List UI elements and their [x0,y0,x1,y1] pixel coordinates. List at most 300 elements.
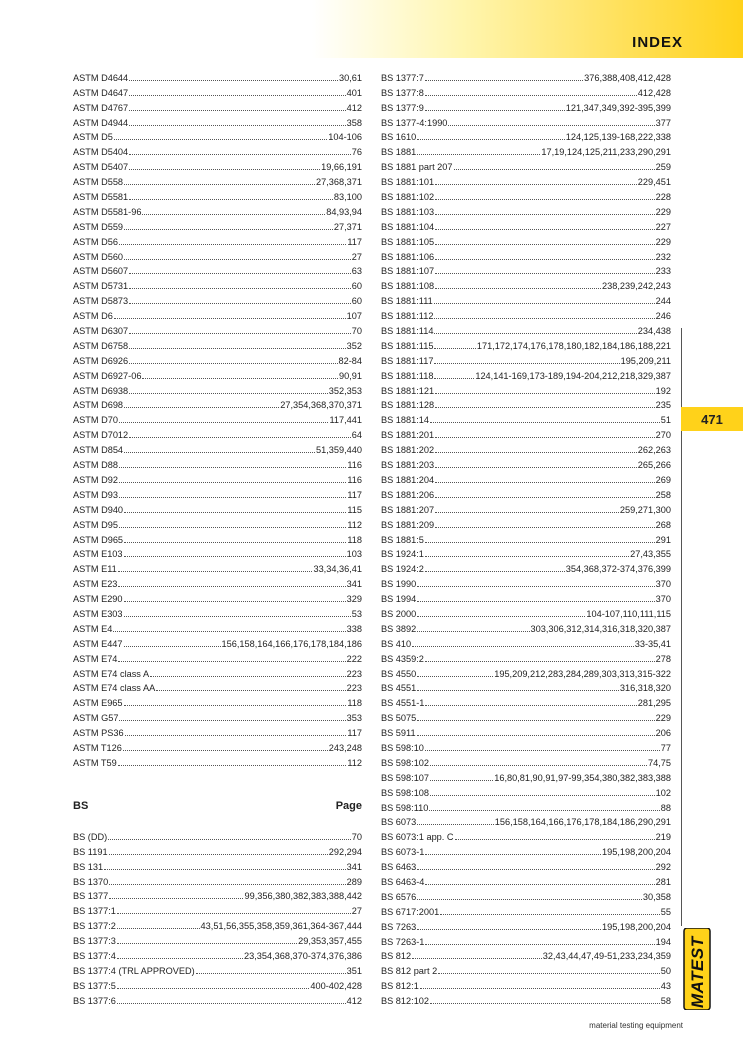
index-entry [381,650,671,665]
entry-label: BS 1377 [73,891,109,902]
entry-pages: 329 [346,594,362,605]
entry-pages: 195,209,212,283,284,289,303,313,315-322 [494,668,671,679]
index-entry [381,248,671,263]
index-entry [73,322,362,337]
entry-label: ASTM E23 [73,579,118,590]
dot-leader [417,586,654,587]
entry-pages: 116 [347,460,362,471]
entry-label: ASTM D940 [73,504,124,515]
index-entry [381,546,671,561]
entry-pages: 268 [655,519,671,530]
index-entry [381,337,671,352]
dot-leader [142,378,338,379]
entry-pages: 118 [347,534,362,545]
index-entry [381,680,671,695]
dot-leader [435,512,619,513]
dot-leader [124,556,346,557]
dot-leader [454,169,655,170]
index-entry [381,754,671,769]
dot-leader [425,571,565,572]
entry-label: ASTM D5 [73,132,113,143]
entry-label: BS 1881:104 [381,221,435,232]
entry-label: ASTM E103 [73,549,123,560]
entry-pages: 195,198,200,204 [602,921,671,932]
dot-leader [435,452,637,453]
index-entry [73,888,362,903]
entry-label: ASTM D95 [73,519,118,530]
entry-label: BS 3892 [381,623,417,634]
entry-pages: 117 [347,489,362,500]
entry-label: BS 1610 [381,132,417,143]
index-entry [73,292,362,307]
index-entry [73,203,362,218]
index-entry [381,114,671,129]
entry-pages: 246 [655,311,671,322]
entry-pages: 269 [655,474,671,485]
dot-leader [142,214,325,215]
header-band [0,0,743,58]
entry-label: BS 1377:5 [73,980,116,991]
entry-label: ASTM D70 [73,415,118,426]
entry-label: ASTM D4647 [73,87,129,98]
dot-leader [425,854,601,855]
entry-label: BS 1191 [73,846,108,857]
entry-pages: 30,358 [642,891,671,902]
index-entry [73,114,362,129]
dot-leader [417,601,654,602]
dot-leader [109,884,345,885]
index-entry [381,441,671,456]
page-number-tab [681,407,743,431]
index-entry [381,367,671,382]
index-entry [73,367,362,382]
index-entry [73,858,362,873]
dot-leader [124,452,315,453]
entry-pages: 232 [655,251,671,262]
dot-leader [417,720,654,721]
dot-leader [425,884,654,885]
entry-label: ASTM G57 [73,713,119,724]
index-entry [381,158,671,173]
entry-label: BS 1881 part 207 [381,162,453,173]
entry-pages: 29,353,357,455 [298,936,362,947]
index-entry [73,917,362,932]
entry-pages: 27 [351,251,362,262]
index-entry [73,307,362,322]
entry-pages: 77 [660,742,671,753]
index-entry [73,263,362,278]
entry-pages: 278 [655,653,671,664]
entry-label: BS 598:107 [381,772,430,783]
index-entry [381,188,671,203]
index-entry [73,337,362,352]
entry-pages: 99,356,380,382,383,388,442 [244,891,362,902]
dot-leader [425,705,636,706]
entry-pages: 117 [347,236,362,247]
index-entry [73,932,362,947]
entry-pages: 30,61 [339,72,362,83]
entry-pages: 33,34,36,41 [313,564,362,575]
dot-leader [417,690,619,691]
entry-pages: 233 [655,266,671,277]
dot-leader [109,898,243,899]
index-entry [73,605,362,620]
entry-label: ASTM D6 [73,311,113,322]
index-entry [381,263,671,278]
entry-label: ASTM D88 [73,460,118,471]
entry-pages: 58 [660,996,671,1007]
index-entry [381,233,671,248]
entry-label: BS 1881:201 [381,430,435,441]
entry-pages: 19,66,191 [321,162,362,173]
entry-label: BS 1377:6 [73,995,116,1006]
entry-label: BS 598:102 [381,757,430,768]
index-entry [73,947,362,962]
entry-label: ASTM D6307 [73,326,129,337]
index-entry [381,814,671,829]
entry-label: BS 1881:128 [381,400,435,411]
dot-leader [435,229,655,230]
index-entry [73,248,362,263]
dot-leader [425,661,655,662]
entry-pages: 229 [655,713,671,724]
entry-label: ASTM E74 class AA [73,683,156,694]
entry-label: ASTM PS36 [73,728,124,739]
entry-pages: 118 [347,698,362,709]
index-entry [381,69,671,84]
index-entry [73,277,362,292]
entry-pages: 244 [655,296,671,307]
entry-pages: 17,19,124,125,211,233,290,291 [541,147,671,158]
entry-pages: 50 [660,966,671,977]
entry-label: ASTM D854 [73,445,124,456]
entry-pages: 64 [351,430,362,441]
dot-leader [434,318,654,319]
entry-pages: 289 [346,876,362,887]
dot-leader [425,944,654,945]
entry-label: BS 4551-1 [381,698,425,709]
dot-leader [417,869,654,870]
dot-leader [119,244,346,245]
dot-leader [124,259,351,260]
dot-leader [150,676,346,677]
entry-label: BS 1377:3 [73,936,116,947]
entry-pages: 229 [655,206,671,217]
bs-entries-column [73,828,362,1007]
dot-leader [124,542,346,543]
dot-leader [117,958,243,959]
dot-leader [129,154,351,155]
page-number: 471 [701,411,723,427]
entry-label: BS 1881:108 [381,281,435,292]
dot-leader [455,839,655,840]
entry-label: BS 1377:8 [381,87,424,98]
index-entry [381,977,671,992]
entry-label: BS 1881:118 [381,370,434,381]
dot-leader [124,229,333,230]
entry-pages: 121,347,349,392-395,399 [565,102,671,113]
entry-label: BS 1881:207 [381,504,435,515]
entry-pages: 228 [655,192,671,203]
index-entry [381,486,671,501]
entry-pages: 352,353 [328,385,362,396]
dot-leader [129,169,320,170]
entry-pages: 229,451 [637,177,671,188]
entry-label: ASTM D559 [73,221,124,232]
index-entry [381,322,671,337]
entry-label: BS 1370 [73,876,109,887]
index-entry [73,620,362,635]
entry-pages: 353 [346,713,362,724]
entry-label: BS 598:108 [381,787,430,798]
index-entry [73,129,362,144]
dot-leader [129,437,351,438]
index-entry [73,650,362,665]
dot-leader [435,184,637,185]
entry-label: BS 7263 [381,921,417,932]
entry-pages: 281,295 [637,698,671,709]
entry-label: ASTM T59 [73,757,117,768]
index-entry [381,828,671,843]
entry-label: ASTM E74 class A [73,668,150,679]
index-entry [381,948,671,963]
index-entry [381,99,671,114]
dot-leader [435,467,637,468]
entry-label: ASTM T126 [73,742,122,753]
entry-pages: 112 [347,757,362,768]
index-entry [381,471,671,486]
entry-label: BS 1881:203 [381,460,435,471]
dot-leader [435,527,655,528]
index-entry [381,143,671,158]
entry-label: ASTM E965 [73,698,123,709]
entry-label: BS 1881:111 [381,296,433,307]
entry-pages: 27,368,371 [316,177,362,188]
entry-label: ASTM D56 [73,236,118,247]
entry-pages: 192 [655,385,671,396]
entry-label: BS 5911 [381,728,416,739]
index-entry [73,501,362,516]
bs-section-header [73,800,362,812]
entry-pages: 238,239,242,243 [602,281,671,292]
dot-leader [440,914,660,915]
entry-label: BS 812:102 [381,996,430,1007]
entry-label: BS 1990 [381,579,417,590]
index-entry [381,129,671,144]
dot-leader [417,735,655,736]
dot-leader [129,199,333,200]
dot-leader [118,661,345,662]
index-entry [73,962,362,977]
entry-pages: 104-107,110,111,115 [586,608,671,619]
entry-label: BS 1377:1 [73,906,116,917]
index-entry [73,546,362,561]
dot-leader [417,824,493,825]
entry-pages: 90,91 [339,370,362,381]
entry-label: BS 1881:114 [381,326,434,337]
entry-pages: 76 [351,147,362,158]
entry-pages: 229 [655,236,671,247]
index-entry [381,739,671,754]
entry-pages: 194 [655,936,671,947]
entry-label: ASTM E290 [73,594,123,605]
entry-pages: 63 [351,266,362,277]
dot-leader [435,437,655,438]
dot-leader [124,184,315,185]
dot-leader [434,333,636,334]
entry-pages: 338 [346,623,362,634]
index-entry [381,605,671,620]
index-column-left [73,69,362,769]
index-entry [73,560,362,575]
entry-pages: 33-35,41 [634,638,671,649]
index-entry [381,724,671,739]
entry-pages: 400-402,428 [310,980,362,991]
dot-leader [119,467,346,468]
index-entry [381,694,671,709]
index-entry [73,233,362,248]
entry-pages: 74,75 [648,757,671,768]
entry-label: ASTM D4644 [73,72,129,83]
dot-leader [124,512,346,513]
dot-leader [129,393,328,394]
entry-label: BS 6576 [381,891,417,902]
section-heading: BS [73,800,89,812]
entry-pages: 27,354,368,370,371 [280,400,362,411]
index-entry [381,426,671,441]
entry-pages: 43,51,56,355,358,359,361,364-367,444 [200,921,362,932]
dot-leader [129,288,351,289]
index-entry [381,590,671,605]
entry-pages: 104-106 [328,132,362,143]
entry-pages: 116 [347,474,362,485]
entry-pages: 156,158,164,166,176,178,184,186 [221,638,362,649]
entry-label: ASTM D6927-06 [73,370,142,381]
dot-leader [425,110,565,111]
index-entry [73,426,362,441]
dot-leader [434,378,474,379]
entry-pages: 377 [655,117,671,128]
index-entry [73,694,362,709]
entry-pages: 401 [346,87,362,98]
entry-pages: 117 [347,728,362,739]
index-entry [381,575,671,590]
dot-leader [438,973,660,974]
entry-label: BS 1881:117 [381,355,434,366]
entry-label: BS 1881:202 [381,445,435,456]
dot-leader [117,1003,346,1004]
entry-pages: 117,441 [329,415,362,426]
entry-label: BS 1377:4 [73,951,116,962]
index-entry [73,843,362,858]
entry-label: BS 1377:9 [381,102,424,113]
logo-text: MATEST [688,936,707,1008]
dot-leader [417,616,585,617]
section-page-label: Page [335,800,362,812]
entry-label: ASTM D5581-96 [73,206,142,217]
entry-pages: 265,266 [637,460,671,471]
dot-leader [117,928,200,929]
entry-pages: 281 [655,876,671,887]
index-entry [381,620,671,635]
entry-label: ASTM D7012 [73,430,129,441]
index-entry [381,903,671,918]
entry-pages: 341 [346,861,362,872]
index-entry [73,531,362,546]
entry-pages: 354,368,372-374,376,399 [565,564,671,575]
index-entry [381,888,671,903]
index-entry [381,397,671,412]
entry-pages: 412 [346,995,362,1006]
dot-leader [435,244,655,245]
entry-pages: 223 [346,683,362,694]
index-entry [381,382,671,397]
index-entry [381,933,671,948]
dot-leader [429,810,659,811]
index-entry [381,501,671,516]
index-entry [73,739,362,754]
entry-label: ASTM D6758 [73,340,129,351]
entry-label: BS 598:110 [381,802,429,813]
dot-leader [124,646,221,647]
dot-leader [124,616,351,617]
entry-label: ASTM D93 [73,489,118,500]
entry-label: ASTM D4944 [73,117,129,128]
dot-leader [448,125,654,126]
entry-label: ASTM E447 [73,638,123,649]
index-entry [381,203,671,218]
index-entry [381,352,671,367]
entry-label: BS 1881:115 [381,340,434,351]
entry-pages: 102 [655,787,671,798]
dot-leader [129,303,351,304]
index-entry [381,531,671,546]
index-entry [73,635,362,650]
dot-leader [119,497,346,498]
entry-label: BS 1994 [381,594,417,605]
dot-leader [129,333,351,334]
dot-leader [124,705,347,706]
entry-label: BS 6073 [381,817,417,828]
entry-pages: 27,371 [333,221,362,232]
index-entry [381,516,671,531]
entry-label: ASTM D5873 [73,296,129,307]
entry-label: BS 6073-1 [381,847,425,858]
entry-label: BS 1881:112 [381,311,434,322]
index-entry [73,665,362,680]
dot-leader [417,139,565,140]
dot-leader [435,288,601,289]
index-entry [381,873,671,888]
dot-leader [117,943,297,944]
entry-label: BS 1377-4:1990 [381,117,448,128]
entry-pages: 352 [346,340,362,351]
entry-label: BS 812 [381,951,412,962]
entry-pages: 43 [660,981,671,992]
entry-label: ASTM E74 [73,653,118,664]
entry-pages: 258 [655,489,671,500]
entry-label: BS 1881:206 [381,489,435,500]
entry-label: ASTM D5407 [73,162,129,173]
entry-label: BS 4550 [381,668,417,679]
entry-label: ASTM D560 [73,251,124,262]
entry-label: ASTM D92 [73,474,118,485]
entry-pages: 51 [660,415,671,426]
index-entry [381,307,671,322]
dot-leader [118,765,347,766]
entry-label: ASTM D5404 [73,147,129,158]
entry-label: BS 1881:106 [381,251,435,262]
